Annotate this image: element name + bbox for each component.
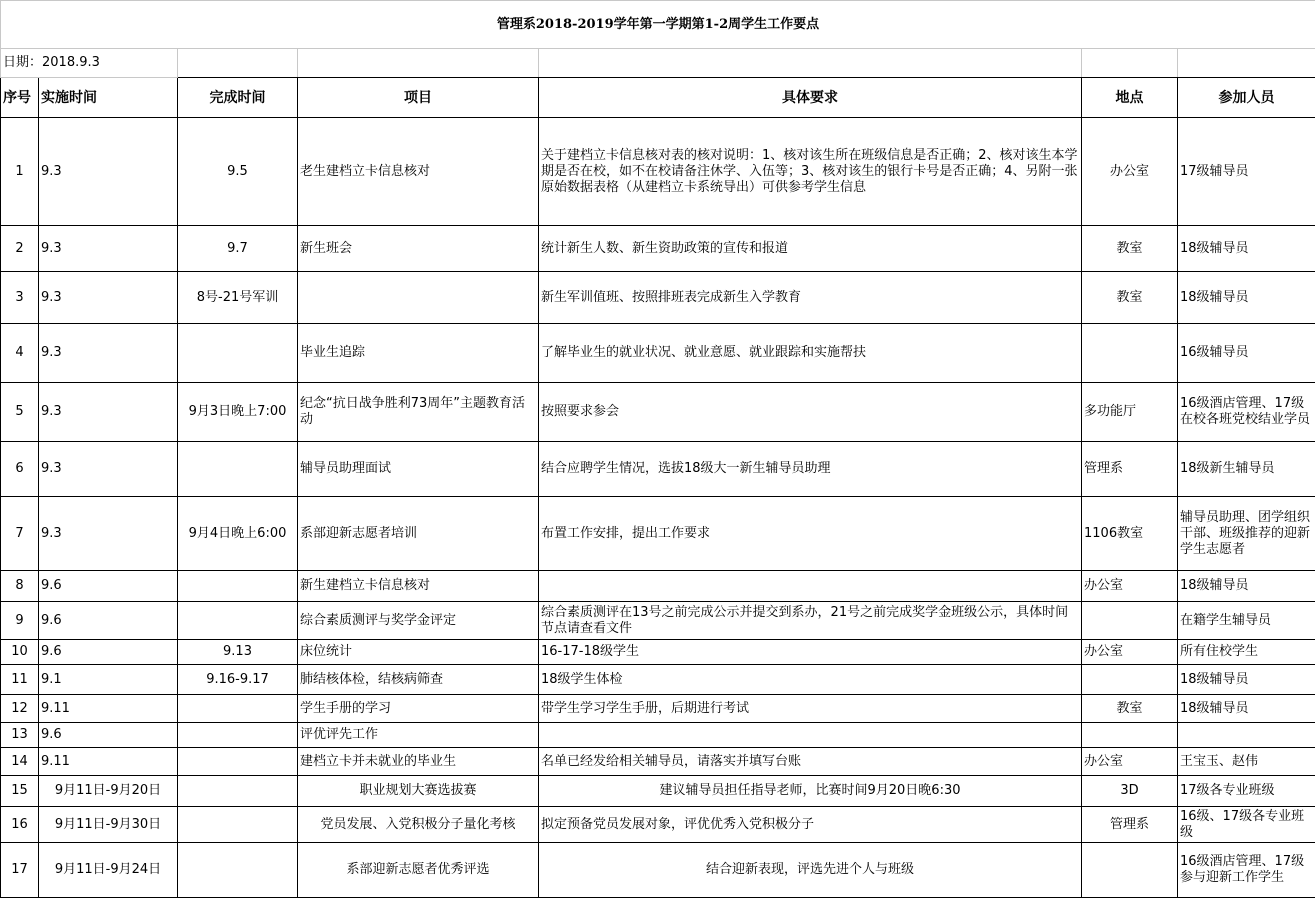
row-project: 毕业生追踪: [298, 324, 539, 383]
row-start: 9.6: [39, 571, 178, 602]
row-requirement: 带学生学习学生手册，后期进行考试: [539, 695, 1082, 723]
row-project: 建档立卡并未就业的毕业生: [298, 748, 539, 776]
row-project: 肺结核体检，结核病筛查: [298, 665, 539, 695]
table-row: [1, 748, 1315, 776]
row-no: 6: [1, 442, 39, 497]
row-no: 16: [1, 807, 39, 843]
row-end: 9.5: [178, 118, 298, 226]
header-requirement: 具体要求: [539, 78, 1082, 118]
row-start: 9.1: [39, 665, 178, 695]
row-project: 辅导员助理面试: [298, 442, 539, 497]
row-no: 10: [1, 640, 39, 665]
row-start: 9.3: [39, 118, 178, 226]
row-people: 在籍学生辅导员: [1178, 602, 1315, 640]
row-requirement: 了解毕业生的就业状况、就业意愿、就业跟踪和实施帮扶: [539, 324, 1082, 383]
row-requirement: 拟定预备党员发展对象，评优优秀入党积极分子: [539, 807, 1082, 843]
row-start: 9.3: [39, 324, 178, 383]
table-row: [1, 571, 1315, 602]
row-place: 管理系: [1082, 442, 1178, 497]
row-place: [1082, 324, 1178, 383]
row-people: 18级新生辅导员: [1178, 442, 1315, 497]
row-place: 1106教室: [1082, 497, 1178, 571]
row-requirement: 建议辅导员担任指导老师，比赛时间9月20日晚6:30: [539, 776, 1082, 807]
table-row: [1, 807, 1315, 843]
row-start: 9月11日-9月24日: [39, 843, 178, 898]
row-place: 办公室: [1082, 118, 1178, 226]
row-people: 18级辅导员: [1178, 272, 1315, 324]
row-end: [178, 324, 298, 383]
row-start: 9.11: [39, 748, 178, 776]
row-start: 9.3: [39, 497, 178, 571]
row-place: 管理系: [1082, 807, 1178, 843]
row-place: [1082, 843, 1178, 898]
page-title: 管理系2018-2019学年第一学期第1-2周学生工作要点: [1, 1, 1315, 49]
row-place: 多功能厅: [1082, 383, 1178, 442]
row-no: 1: [1, 118, 39, 226]
table-row: [1, 324, 1315, 383]
row-requirement: 关于建档立卡信息核对表的核对说明：1、核对该生所在班级信息是否正确；2、核对该生本学期是否在校，如不在校请备注休学、入伍等；3、核对该生的银行卡号是否正确；4、另附一张原始数据表格（从建档立卡系统导出）可供参考学生信息: [539, 118, 1082, 226]
row-start: 9.11: [39, 695, 178, 723]
row-end: [178, 776, 298, 807]
row-place: 教室: [1082, 695, 1178, 723]
row-no: 13: [1, 723, 39, 748]
row-people: 18级辅导员: [1178, 226, 1315, 272]
row-start: 9.6: [39, 602, 178, 640]
date-line: 日期：2018.9.3: [1, 49, 178, 78]
row-end: [178, 843, 298, 898]
row-place: 教室: [1082, 226, 1178, 272]
row-requirement: 统计新生人数、新生资助政策的宣传和报道: [539, 226, 1082, 272]
table-row: [1, 640, 1315, 665]
row-end: [178, 695, 298, 723]
table-row: [1, 272, 1315, 324]
header-no: 序号: [1, 78, 39, 118]
row-start: 9.3: [39, 442, 178, 497]
table-row: [1, 695, 1315, 723]
row-place: 3D: [1082, 776, 1178, 807]
row-requirement: 布置工作安排，提出工作要求: [539, 497, 1082, 571]
row-project: 评优评先工作: [298, 723, 539, 748]
row-project: 学生手册的学习: [298, 695, 539, 723]
table-row: [1, 442, 1315, 497]
row-people: 辅导员助理、团学组织干部、班级推荐的迎新学生志愿者: [1178, 497, 1315, 571]
row-no: 15: [1, 776, 39, 807]
row-requirement: 名单已经发给相关辅导员，请落实并填写台账: [539, 748, 1082, 776]
row-requirement: 新生军训值班、按照排班表完成新生入学教育: [539, 272, 1082, 324]
row-end: [178, 723, 298, 748]
row-place: 办公室: [1082, 571, 1178, 602]
row-project: 床位统计: [298, 640, 539, 665]
header-start: 实施时间: [39, 78, 178, 118]
row-people: 18级辅导员: [1178, 665, 1315, 695]
row-project: 职业规划大赛选拔赛: [298, 776, 539, 807]
row-no: 14: [1, 748, 39, 776]
table-row: [1, 118, 1315, 226]
row-people: 18级辅导员: [1178, 571, 1315, 602]
row-requirement: 结合应聘学生情况，选拔18级大一新生辅导员助理: [539, 442, 1082, 497]
row-people: 17级辅导员: [1178, 118, 1315, 226]
row-start: 9.6: [39, 723, 178, 748]
row-project: 系部迎新志愿者培训: [298, 497, 539, 571]
row-end: [178, 602, 298, 640]
row-end: [178, 807, 298, 843]
table-row: [1, 723, 1315, 748]
row-people: 18级辅导员: [1178, 695, 1315, 723]
row-requirement: 16-17-18级学生: [539, 640, 1082, 665]
table-row: [1, 383, 1315, 442]
row-project: 老生建档立卡信息核对: [298, 118, 539, 226]
row-people: 16级、17级各专业班级: [1178, 807, 1315, 843]
table-row: [1, 497, 1315, 571]
row-place: [1082, 665, 1178, 695]
row-no: 3: [1, 272, 39, 324]
header-project: 项目: [298, 78, 539, 118]
row-requirement: 结合迎新表现，评选先进个人与班级: [539, 843, 1082, 898]
row-people: 16级酒店管理、17级参与迎新工作学生: [1178, 843, 1315, 898]
table-row: [1, 226, 1315, 272]
row-requirement: 综合素质测评在13号之前完成公示并提交到系办，21号之前完成奖学金班级公示，具体时间节点请查看文件: [539, 602, 1082, 640]
row-place: 教室: [1082, 272, 1178, 324]
row-place: [1082, 602, 1178, 640]
row-end: [178, 442, 298, 497]
row-no: 5: [1, 383, 39, 442]
row-start: 9.3: [39, 383, 178, 442]
table-row: [1, 602, 1315, 640]
row-people: 17级各专业班级: [1178, 776, 1315, 807]
row-end: [178, 571, 298, 602]
row-no: 2: [1, 226, 39, 272]
row-end: 9.13: [178, 640, 298, 665]
row-project: [298, 272, 539, 324]
row-no: 8: [1, 571, 39, 602]
header-people: 参加人员: [1178, 78, 1315, 118]
row-start: 9月11日-9月20日: [39, 776, 178, 807]
row-place: 办公室: [1082, 640, 1178, 665]
row-people: 16级辅导员: [1178, 324, 1315, 383]
row-end: 9.7: [178, 226, 298, 272]
row-start: 9.3: [39, 272, 178, 324]
row-project: 系部迎新志愿者优秀评选: [298, 843, 539, 898]
table-row: [1, 776, 1315, 807]
row-project: 党员发展、入党积极分子量化考核: [298, 807, 539, 843]
row-start: 9.3: [39, 226, 178, 272]
row-end: 9月4日晚上6:00: [178, 497, 298, 571]
row-project: 新生班会: [298, 226, 539, 272]
row-people: 王宝玉、赵伟: [1178, 748, 1315, 776]
row-place: 办公室: [1082, 748, 1178, 776]
row-end: 8号-21号军训: [178, 272, 298, 324]
row-place: [1082, 723, 1178, 748]
row-end: 9月3日晚上7:00: [178, 383, 298, 442]
row-end: 9.16-9.17: [178, 665, 298, 695]
table-row: [1, 843, 1315, 898]
row-project: 纪念“抗日战争胜利73周年”主题教育活动: [298, 383, 539, 442]
row-no: 12: [1, 695, 39, 723]
row-people: 所有住校学生: [1178, 640, 1315, 665]
header-row: [1, 78, 1315, 118]
row-start: 9.6: [39, 640, 178, 665]
row-people: [1178, 723, 1315, 748]
row-requirement: 按照要求参会: [539, 383, 1082, 442]
row-no: 17: [1, 843, 39, 898]
row-end: [178, 748, 298, 776]
table-row: [1, 665, 1315, 695]
row-no: 7: [1, 497, 39, 571]
row-no: 4: [1, 324, 39, 383]
row-no: 9: [1, 602, 39, 640]
row-people: 16级酒店管理、17级在校各班党校结业学员: [1178, 383, 1315, 442]
row-no: 11: [1, 665, 39, 695]
header-place: 地点: [1082, 78, 1178, 118]
header-end: 完成时间: [178, 78, 298, 118]
row-start: 9月11日-9月30日: [39, 807, 178, 843]
row-requirement: 18级学生体检: [539, 665, 1082, 695]
row-project: 综合素质测评与奖学金评定: [298, 602, 539, 640]
row-requirement: [539, 723, 1082, 748]
row-requirement: [539, 571, 1082, 602]
row-project: 新生建档立卡信息核对: [298, 571, 539, 602]
